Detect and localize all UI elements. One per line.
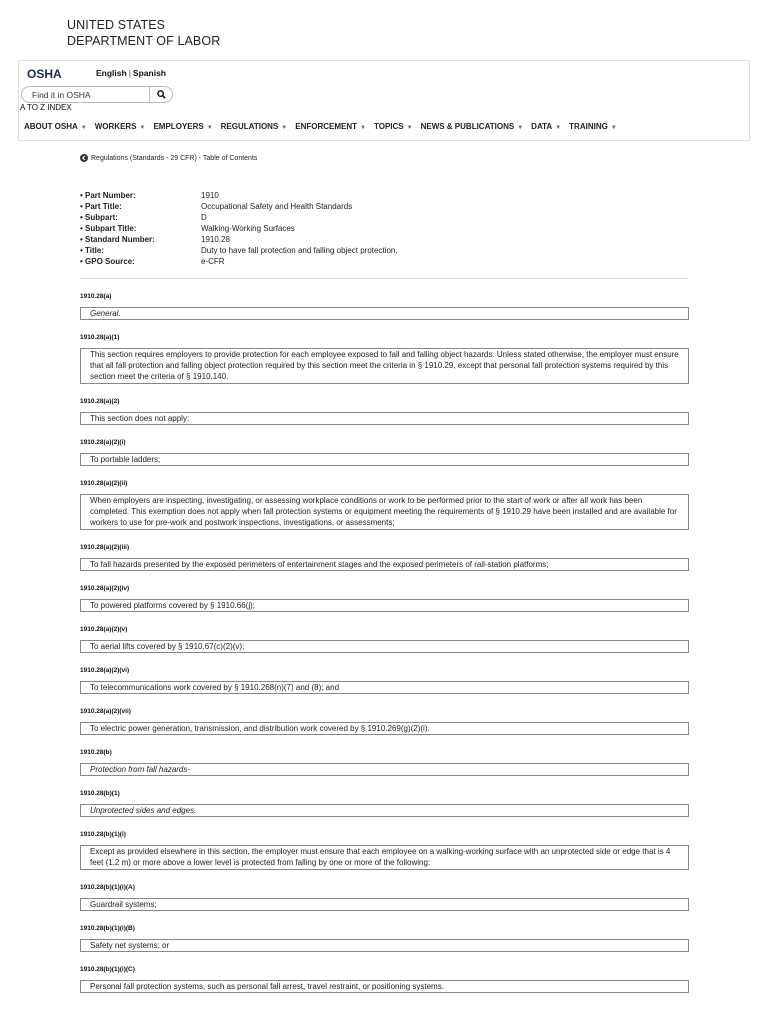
language-switcher bbox=[96, 68, 166, 78]
agency-line-1: UNITED STATES bbox=[67, 18, 166, 32]
nav-label: EMPLOYERS bbox=[153, 122, 204, 131]
standard-metadata bbox=[80, 190, 398, 267]
chevron-down-icon: ▼ bbox=[406, 125, 413, 131]
nav-label: NEWS & PUBLICATIONS bbox=[420, 122, 515, 131]
section-text: Safety net systems; or bbox=[80, 939, 689, 952]
meta-value: e-CFR bbox=[201, 257, 225, 266]
meta-key: • Subpart Title: bbox=[80, 224, 137, 233]
nav-label: REGULATIONS bbox=[220, 122, 279, 131]
section-number: 1910.28(a)(1) bbox=[80, 334, 120, 341]
main-nav bbox=[24, 122, 617, 131]
search-input[interactable] bbox=[32, 88, 142, 101]
section-text: To electric power generation, transmission, and distribution work covered by § 1910.269(g)(2)(i). bbox=[80, 722, 689, 735]
chevron-down-icon: ▼ bbox=[139, 125, 146, 131]
meta-row bbox=[80, 245, 398, 256]
meta-value: Duty to have fall protection and falling object protection. bbox=[201, 246, 398, 255]
osha-logo[interactable]: OSHA bbox=[27, 67, 62, 81]
nav-topics[interactable] bbox=[374, 122, 413, 131]
section-number: 1910.28(a)(2)(v) bbox=[80, 626, 128, 633]
nav-label: TOPICS bbox=[373, 122, 404, 131]
section-number: 1910.28(a) bbox=[80, 293, 112, 300]
nav-enforcement[interactable] bbox=[295, 122, 366, 131]
breadcrumb[interactable] bbox=[80, 154, 257, 162]
section-text: Personal fall protection systems, such as personal fall arrest, travel restraint, or positioning systems. bbox=[80, 980, 689, 993]
section-number: 1910.28(b)(1) bbox=[80, 790, 120, 797]
meta-key: • GPO Source: bbox=[80, 257, 135, 266]
section-text: When employers are inspecting, investigating, or assessing workplace conditions or work to be performed prior to the start of work or after all work has been completed. This exemption does not apply when fall protection systems or equipment meeting the requirements of § 1910.29 have been installed and are available for workers to use for pre-work and postwork inspections, investigations, or assessments; bbox=[80, 494, 689, 530]
section-text: Protection from fall hazards- bbox=[80, 763, 689, 776]
nav-label: WORKERS bbox=[94, 122, 137, 131]
chevron-down-icon: ▼ bbox=[517, 125, 524, 131]
section-text: To fall hazards presented by the exposed perimeters of entertainment stages and the exposed perimeters of rail-station platforms; bbox=[80, 558, 689, 571]
section-number: 1910.28(b)(1)(i)(C) bbox=[80, 966, 135, 973]
a-to-z-index-link[interactable]: A TO Z INDEX bbox=[20, 103, 72, 112]
meta-row bbox=[80, 223, 398, 234]
section-number: 1910.28(a)(2)(i) bbox=[80, 439, 126, 446]
meta-value: Walking-Working Surfaces bbox=[201, 224, 295, 233]
regulation-sections bbox=[80, 293, 689, 1007]
meta-value: D bbox=[201, 213, 207, 222]
chevron-down-icon: ▼ bbox=[281, 125, 288, 131]
meta-key: • Subpart: bbox=[80, 213, 118, 222]
meta-value: 1910.28 bbox=[201, 235, 230, 244]
chevron-down-icon: ▼ bbox=[360, 125, 366, 131]
section-number: 1910.28(b)(1)(i)(A) bbox=[80, 884, 135, 891]
meta-row bbox=[80, 201, 398, 212]
section-number: 1910.28(b) bbox=[80, 749, 112, 756]
section-number: 1910.28(a)(2)(ii) bbox=[80, 480, 128, 487]
nav-label: DATA bbox=[531, 122, 553, 131]
section-number: 1910.28(b)(1)(i) bbox=[80, 831, 126, 838]
meta-row bbox=[80, 212, 398, 223]
section-text: This section requires employers to provide protection for each employee exposed to fall and falling object hazards. Unless stated otherwise, the employer must ensure that all fall protection and falling object protection required by this section meet the criteria in § 1910.29, except that personal fall protection systems required by this section meet the criteria of § 1910.140. bbox=[80, 348, 689, 384]
nav-regulations[interactable] bbox=[221, 122, 288, 131]
nav-about-osha[interactable] bbox=[24, 122, 87, 131]
nav-label: ABOUT OSHA bbox=[24, 122, 78, 131]
site-header bbox=[18, 60, 750, 141]
chevron-down-icon: ▼ bbox=[610, 125, 617, 131]
nav-label: ENFORCEMENT bbox=[295, 122, 358, 131]
section-number: 1910.28(a)(2) bbox=[80, 398, 120, 405]
back-arrow-icon bbox=[80, 154, 88, 162]
section-text: Except as provided elsewhere in this section, the employer must ensure that each employee on a walking-working surface with an unprotected side or edge that is 4 feet (1.2 m) or more above a lower level is protected from falling by one or more of the following: bbox=[80, 845, 689, 870]
nav-news-publications[interactable] bbox=[421, 122, 524, 131]
search-icon bbox=[157, 90, 166, 99]
meta-key: • Title: bbox=[80, 246, 104, 255]
section-text: To aerial lifts covered by § 1910.67(c)(2)(v); bbox=[80, 640, 689, 653]
section-text: Unprotected sides and edges. bbox=[80, 804, 689, 817]
lang-english-link[interactable]: English bbox=[96, 68, 127, 78]
meta-row bbox=[80, 256, 398, 267]
agency-name bbox=[67, 17, 220, 49]
meta-value: 1910 bbox=[201, 191, 219, 200]
section-text: To portable ladders; bbox=[80, 453, 689, 466]
section-text: This section does not apply: bbox=[80, 412, 689, 425]
chevron-down-icon: ▼ bbox=[555, 125, 562, 131]
nav-training[interactable] bbox=[569, 122, 617, 131]
section-text: Guardrail systems; bbox=[80, 898, 689, 911]
meta-row bbox=[80, 234, 398, 245]
search-box bbox=[21, 86, 173, 103]
meta-key: • Part Title: bbox=[80, 202, 122, 211]
nav-employers[interactable] bbox=[153, 122, 212, 131]
section-text: General. bbox=[80, 307, 689, 320]
chevron-down-icon: ▼ bbox=[80, 125, 87, 131]
meta-row bbox=[80, 190, 398, 201]
chevron-down-icon: ▼ bbox=[206, 125, 213, 131]
meta-key: • Standard Number: bbox=[80, 235, 155, 244]
divider bbox=[80, 278, 688, 279]
section-number: 1910.28(b)(1)(i)(B) bbox=[80, 925, 135, 932]
section-text: To telecommunications work covered by § 1910.268(n)(7) and (8); and bbox=[80, 681, 689, 694]
section-number: 1910.28(a)(2)(iii) bbox=[80, 544, 130, 551]
section-text: To powered platforms covered by § 1910.66(j); bbox=[80, 599, 689, 612]
agency-line-2: DEPARTMENT OF LABOR bbox=[67, 34, 221, 48]
section-number: 1910.28(a)(2)(vi) bbox=[80, 667, 130, 674]
nav-workers[interactable] bbox=[95, 122, 146, 131]
search-button[interactable] bbox=[149, 86, 172, 103]
meta-value: Occupational Safety and Health Standards bbox=[201, 202, 353, 211]
nav-label: TRAINING bbox=[569, 122, 608, 131]
meta-key: • Part Number: bbox=[80, 191, 136, 200]
lang-separator: | bbox=[128, 68, 131, 78]
section-number: 1910.28(a)(2)(iv) bbox=[80, 585, 130, 592]
lang-spanish-link[interactable]: Spanish bbox=[132, 68, 166, 78]
section-number: 1910.28(a)(2)(vii) bbox=[80, 708, 131, 715]
nav-data[interactable] bbox=[531, 122, 561, 131]
breadcrumb-label: Regulations (Standards - 29 CFR) - Table of Contents bbox=[91, 154, 258, 162]
